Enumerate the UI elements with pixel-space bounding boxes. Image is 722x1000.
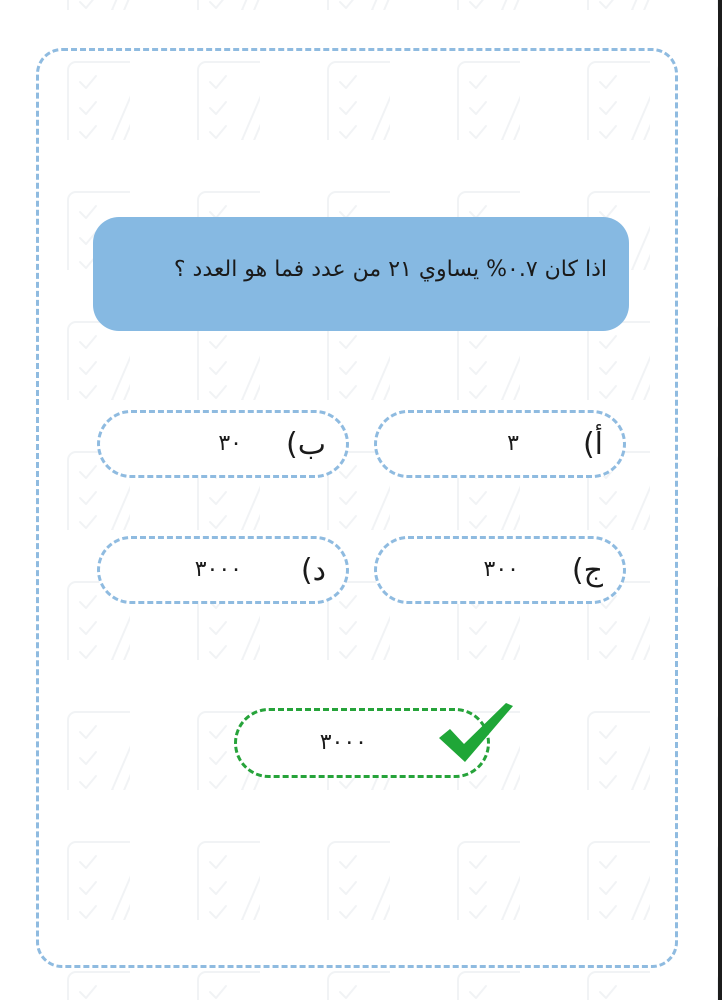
option-value: ٣٠٠ — [483, 557, 519, 582]
check-icon — [436, 700, 514, 766]
option-b[interactable] — [97, 410, 349, 478]
check-mark-shape — [439, 703, 513, 762]
option-value: ٣ — [507, 431, 519, 456]
option-letter: د) — [300, 553, 326, 588]
option-value: ٣٠٠٠ — [194, 557, 242, 582]
card-frame — [36, 48, 678, 968]
option-a[interactable] — [374, 410, 626, 478]
question-box — [93, 217, 629, 331]
option-letter: ج) — [571, 553, 603, 588]
answer-value: ٣٠٠٠ — [319, 730, 367, 755]
option-letter: أ) — [582, 427, 603, 462]
option-d[interactable] — [97, 536, 349, 604]
option-value: ٣٠ — [218, 431, 242, 456]
option-c[interactable] — [374, 536, 626, 604]
question-text: اذا كان ٠.٧% يساوي ٢١ من عدد فما هو العدد ؟ — [173, 257, 607, 282]
page-edge — [718, 0, 722, 1000]
option-letter: ب) — [286, 427, 326, 462]
